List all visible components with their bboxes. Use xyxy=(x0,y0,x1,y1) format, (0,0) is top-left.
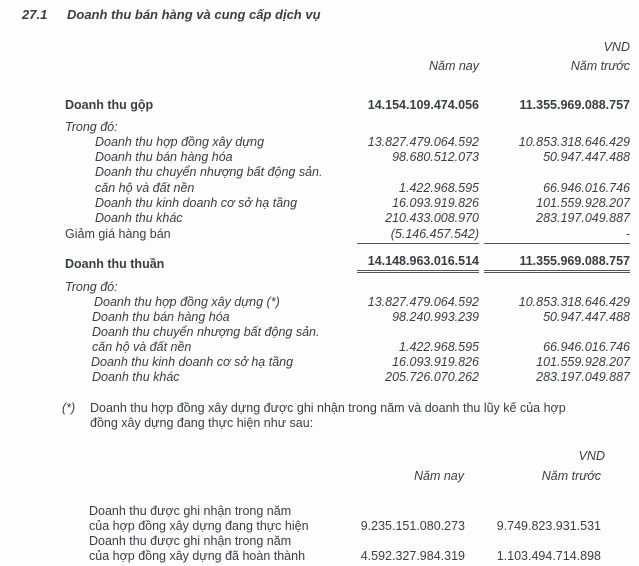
row-prior: 50.947.447.488 xyxy=(543,150,630,164)
row-current: 210.433.008.970 xyxy=(385,211,479,225)
row-current: 205.726.070.262 xyxy=(385,370,479,384)
gross-revenue-label: Doanh thu gộp xyxy=(65,98,154,112)
row-prior: 283.197.049.887 xyxy=(536,370,630,384)
row-current: 16.093.919.826 xyxy=(392,355,479,369)
total-rule xyxy=(484,270,630,271)
gross-revenue-prior: 11.355.969.088.757 xyxy=(519,98,630,112)
column-header-current: Năm nay xyxy=(428,59,479,73)
note-marker: (*) xyxy=(62,401,76,415)
row-prior: 66.946.016.746 xyxy=(543,340,630,354)
row-current: 9.235.151.080.273 xyxy=(360,519,465,533)
row-prior: 1.103.494.714.898 xyxy=(496,549,601,563)
subtotal-rule xyxy=(484,243,630,244)
currency-label-2: VND xyxy=(578,449,605,463)
column-header-prior-2: Năm trước xyxy=(541,469,601,483)
currency-label: VND xyxy=(603,40,630,54)
row-current: 16.093.919.826 xyxy=(392,196,479,210)
row-prior: 10.853.318.646.429 xyxy=(518,135,630,149)
row-current: 13.827.479.064.592 xyxy=(367,295,479,309)
total-rule xyxy=(357,270,479,271)
row-label: Doanh thu bán hàng hóa xyxy=(95,150,233,164)
row-prior: 10.853.318.646.429 xyxy=(518,295,630,309)
total-rule xyxy=(484,272,630,273)
net-revenue-label: Doanh thu thuần xyxy=(65,257,165,271)
subtotal-rule xyxy=(357,243,479,244)
gross-revenue-current: 14.154.109.474.056 xyxy=(367,98,479,112)
row-prior: 283.197.049.887 xyxy=(536,211,630,225)
row-prior: 50.947.447.488 xyxy=(543,310,630,324)
row-current: 4.592.327.984.319 xyxy=(360,549,465,563)
row-label: Doanh thu hợp đồng xây dựng xyxy=(95,135,265,149)
total-rule xyxy=(357,272,479,273)
row-prior: 9.749.823.931.531 xyxy=(496,519,601,533)
row-prior: 101.559.928.207 xyxy=(536,196,630,210)
row-label: Doanh thu chuyển nhượng bất động sản. xyxy=(92,325,320,339)
row-label-cont: của hợp đồng xây dựng đã hoàn thành xyxy=(89,549,306,563)
discount-prior: - xyxy=(625,227,630,241)
row-label: Doanh thu được ghi nhận trong năm xyxy=(89,504,292,518)
row-label-cont: căn hộ và đất nền xyxy=(95,181,195,195)
net-revenue-current: 14.148.963.016.514 xyxy=(367,254,479,268)
net-of-which-label: Trong đó: xyxy=(65,280,118,294)
note-text-line2: đồng xây dựng đang thực hiện như sau: xyxy=(90,416,314,430)
row-prior: 101.559.928.207 xyxy=(536,355,630,369)
row-label: Doanh thu kinh doanh cơ sở hạ tầng xyxy=(91,355,294,369)
row-current: 13.827.479.064.592 xyxy=(367,135,479,149)
row-label: Doanh thu bán hàng hóa xyxy=(92,310,230,324)
discount-label: Giảm giá hàng bán xyxy=(65,227,171,241)
row-label: Doanh thu khác xyxy=(95,211,183,225)
row-label-cont: căn hộ và đất nền xyxy=(92,340,192,354)
row-label-cont: của hợp đồng xây dựng đang thực hiện xyxy=(89,519,309,533)
row-label: Doanh thu khác xyxy=(92,370,180,384)
section-title: Doanh thu bán hàng và cung cấp dịch vụ xyxy=(67,7,321,22)
column-header-prior: Năm trước xyxy=(570,59,630,73)
discount-current: (5.146.457.542) xyxy=(390,227,479,241)
note-text-line1: Doanh thu hợp đồng xây dựng được ghi nhận trong năm và doanh thu lũy kế của hợp xyxy=(90,401,566,415)
row-label: Doanh thu kinh doanh cơ sở hạ tầng xyxy=(95,196,298,210)
section-number: 27.1 xyxy=(22,7,48,22)
column-header-current-2: Năm nay xyxy=(413,469,464,483)
row-label: Doanh thu chuyển nhượng bất động sản. xyxy=(95,165,323,179)
row-current: 98.240.993.239 xyxy=(392,310,479,324)
row-current: 98.680.512.073 xyxy=(392,150,479,164)
row-label: Doanh thu hợp đồng xây dựng (*) xyxy=(94,295,280,309)
row-current: 1.422.968.595 xyxy=(399,340,479,354)
row-label: Doanh thu được ghi nhận trong năm xyxy=(89,534,292,548)
gross-of-which-label: Trong đó: xyxy=(65,120,118,134)
row-current: 1.422.968.595 xyxy=(399,181,479,195)
row-prior: 66.946.016.746 xyxy=(543,181,630,195)
net-revenue-prior: 11.355.969.088.757 xyxy=(519,254,630,268)
